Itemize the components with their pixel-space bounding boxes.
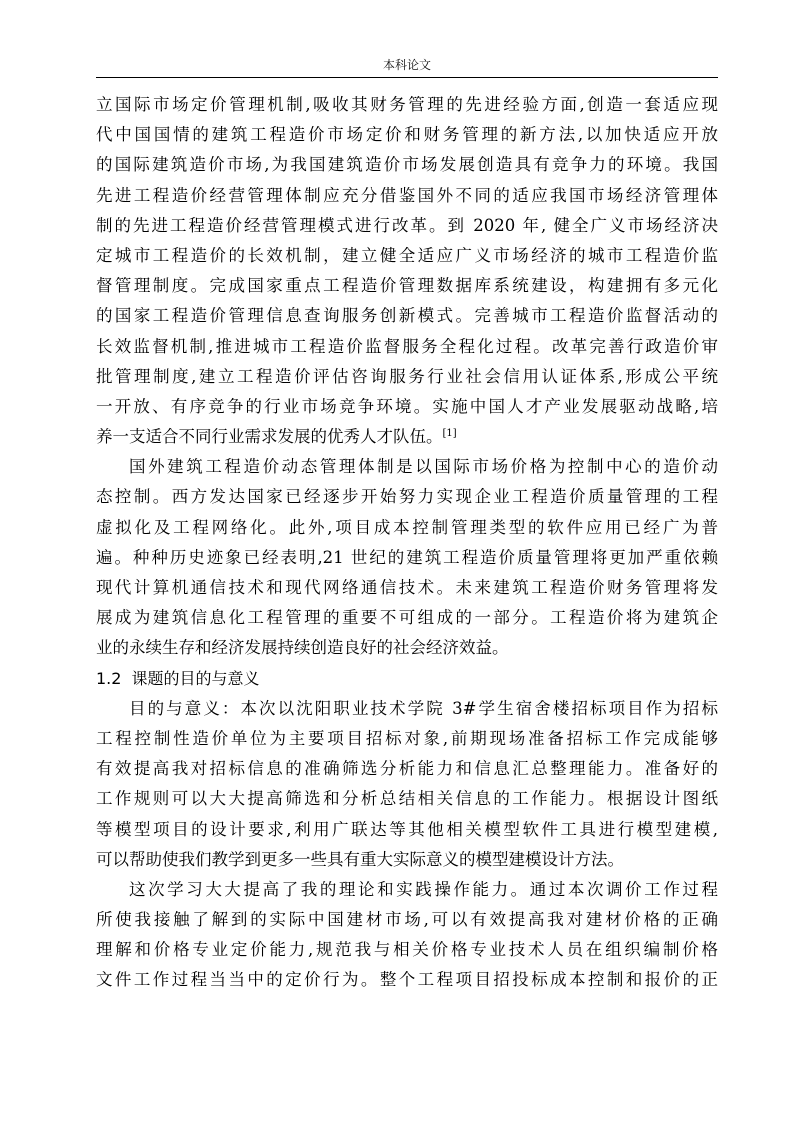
text-line: 文件工作过程当当中的定价行为。整个工程项目招投标成本控制和报价的正 [96, 970, 718, 990]
text-line: 业的永续生存和经济发展持续创造良好的社会经济效益。 [96, 638, 509, 658]
section-title: 课题的目的与意义 [131, 668, 260, 688]
text-line: 国外建筑工程造价动态管理体制是以国际市场价格为控制中心的造价动 [129, 457, 718, 477]
text-line: 的国际建筑造价市场,为我国建筑造价市场发展创造具有竞争力的环境。我国 [96, 155, 718, 175]
paragraph-1 [96, 90, 718, 452]
paragraph-3 [96, 694, 718, 875]
text-line: 目的与意义：本次以沈阳职业技术学院 3#学生宿舍楼招标项目作为招标 [129, 698, 718, 718]
page-header-title: 本科论文 [382, 58, 431, 72]
text-line: 一开放、有序竞争的行业市场竞争环境。实施中国人才产业发展驱动战略,培 [96, 396, 718, 416]
text-line: 工程控制性造价单位为主要项目招标对象,前期现场准备招标工作完成能够 [96, 728, 718, 748]
header-divider [96, 77, 718, 78]
text-line: 展成为建筑信息化工程管理的重要不可组成的一部分。工程造价将为建筑企 [96, 608, 718, 628]
citation-reference[interactable]: [1] [442, 428, 457, 440]
text-line: 所使我接触了解到的实际中国建材市场,可以有效提高我对建材价格的正确 [96, 910, 718, 930]
text-line: 长效监督机制,推进城市工程造价监督服务全程化过程。改革完善行政造价审 [96, 336, 718, 356]
text-line: 遍。种种历史迹象已经表明,21 世纪的建筑工程造价质量管理将更加严重依赖 [96, 547, 718, 567]
text-line: 的国家工程造价管理信息查询服务创新模式。完善城市工程造价监督活动的 [96, 306, 718, 326]
text-line-content: 养一支适合不同行业需求发展的优秀人才队伍。 [96, 427, 443, 447]
text-line: 工作规则可以大大提高筛选和分析总结相关信息的工作能力。根据设计图纸 [96, 789, 718, 809]
text-line: 定城市工程造价的长效机制，建立健全适应广义市场经济的城市工程造价监 [96, 245, 718, 265]
text-line: 等模型项目的设计要求,利用广联达等其他相关模型软件工具进行模型建模, [96, 819, 718, 839]
text-line: 制的先进工程造价经营管理模式进行改革。到 2020 年, 健全广义市场经济决 [96, 215, 718, 235]
text-line: 现代计算机通信技术和现代网络通信技术。未来建筑工程造价财务管理将发 [96, 578, 718, 597]
text-line: 代中国国情的建筑工程造价市场定价和财务管理的新方法,以加快适应开放 [96, 125, 718, 145]
text-line: 批管理制度,建立工程造价评估咨询服务行业社会信用认证体系,形成公平统 [96, 366, 718, 386]
text-line: 态控制。西方发达国家已经逐步开始努力实现企业工程造价质量管理的工程 [96, 487, 718, 507]
text-line: 可以帮助使我们教学到更多一些具有重大实际意义的模型建模设计方法。 [96, 849, 624, 869]
text-line: 虚拟化及工程网络化。此外,项目成本控制管理类型的软件应用已经广为普 [96, 517, 718, 537]
section-heading [96, 664, 718, 694]
text-line: 有效提高我对招标信息的准确筛选分析能力和信息汇总整理能力。准备好的 [96, 759, 718, 779]
text-line: 督管理制度。完成国家重点工程造价管理数据库系统建设，构建拥有多元化 [96, 276, 718, 296]
text-line: 这次学习大大提高了我的理论和实践操作能力。通过本次调价工作过程 [129, 879, 718, 899]
paragraph-2 [96, 452, 718, 663]
text-line: 理解和价格专业定价能力,规范我与相关价格专业技术人员在组织编制价格 [96, 940, 718, 960]
paragraph-4 [96, 875, 718, 996]
document-body [96, 90, 718, 996]
section-number: 1.2 [96, 668, 122, 688]
text-line [96, 422, 718, 452]
text-line: 先进工程造价经营管理体制应充分借鉴国外不同的适应我国市场经济管理体 [96, 185, 718, 205]
text-line: 立国际市场定价管理机制,吸收其财务管理的先进经验方面,创造一套适应现 [96, 95, 718, 114]
